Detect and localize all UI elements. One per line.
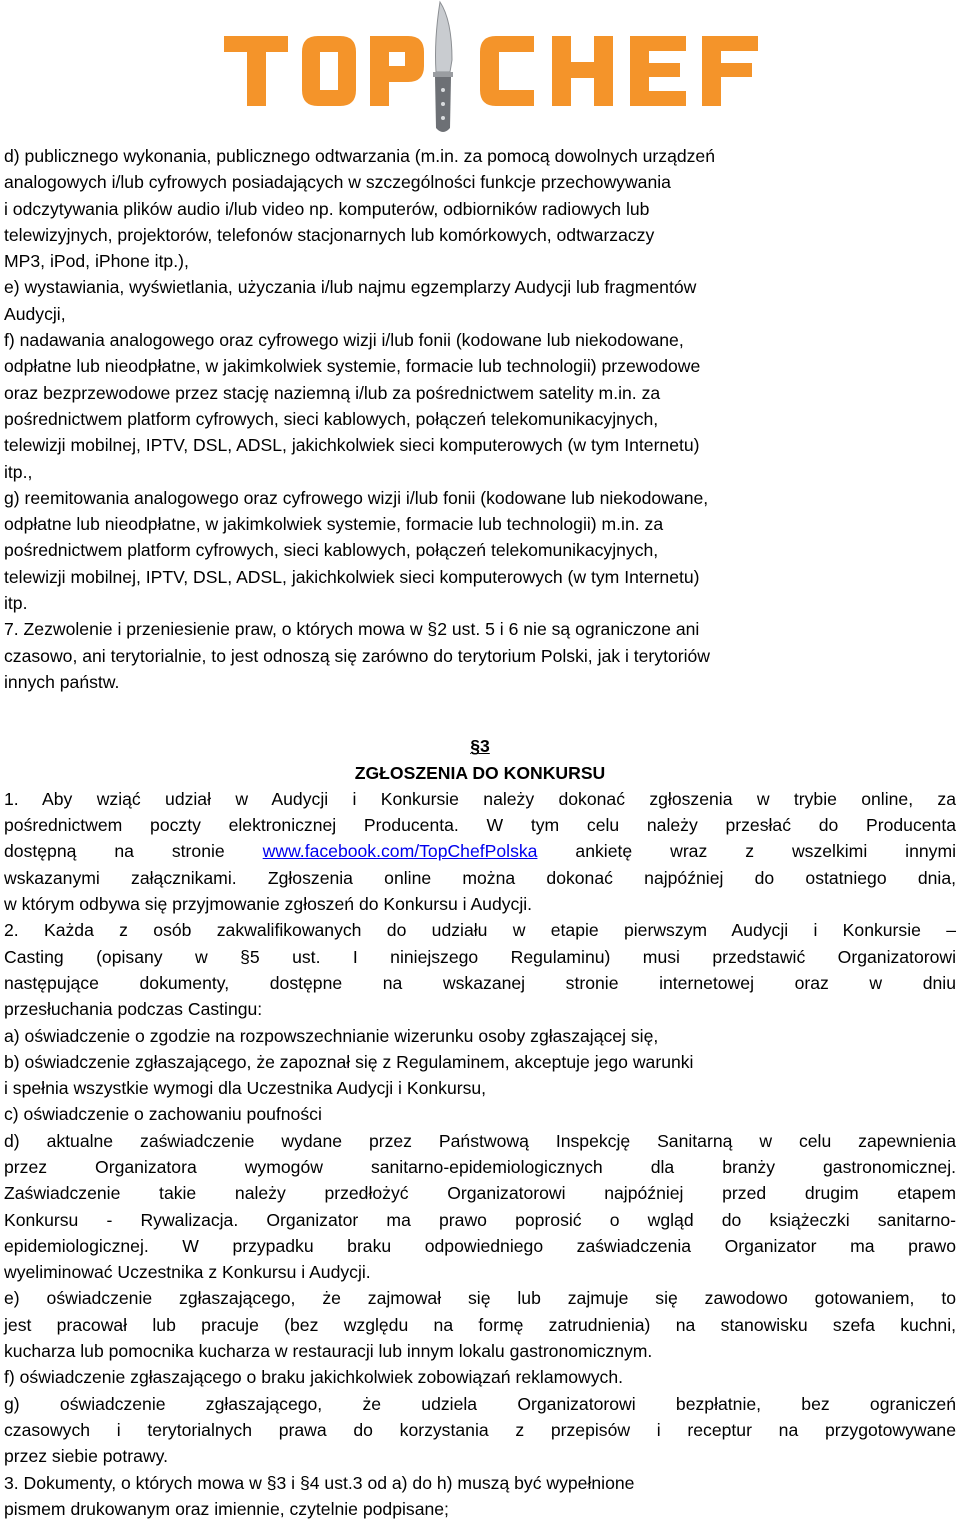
text-line: 2. Każda z osób zakwalifikowanych do udziału w etapie pierwszym Audycji i Konkursie – <box>4 920 956 941</box>
text-line: i odczytywania plików audio i/lub video np. komputerów, odbiorników radiowych lub <box>4 198 650 219</box>
knife-icon <box>433 2 453 132</box>
text-line: Audycji, <box>4 303 66 324</box>
text-line: przez siebie potrawy. <box>4 1446 168 1467</box>
text-line: czasowo, ani terytorialnie, to jest odnoszą się zarówno do terytorium Polski, jak i terytoriów <box>4 645 711 666</box>
text-line: dostępną na stronie www.facebook.com/TopChefPolska ankietę wraz z wszelkimi innymi <box>4 841 957 862</box>
text-line: wyeliminować Uczestnika z Konkursu i Audycji. <box>4 1262 371 1283</box>
facebook-link[interactable]: www.facebook.com/TopChefPolska <box>262 841 538 862</box>
text-line: telewizji mobilnej, IPTV, DSL, ADSL, jakichkolwiek sieci komputerowych (w tym Internetu) <box>4 566 700 587</box>
text-line: 3. Dokumenty, o których mowa w §3 i §4 ust.3 od a) do h) muszą być wypełnione <box>4 1472 635 1493</box>
text-line: kucharza lub pomocnika kucharza w restauracji lub innym lokalu gastronomicznym. <box>4 1341 653 1362</box>
section-title: ZGŁOSZENIA DO KONKURSU <box>354 762 606 783</box>
text-line: jest pracował lub pracuje (bez względu na formę zatrudnienia) na stanowisku szefa kuchni, <box>4 1314 956 1335</box>
text-line: 1. Aby wziąć udział w Audycji i Konkursie należy dokonać zgłoszenia w trybie online, za <box>4 788 956 809</box>
text-line: f) nadawania analogowego oraz cyfrowego wizji i/lub fonii (kodowane lub niekodowane, <box>4 330 684 351</box>
text-line: analogowych i/lub cyfrowych posiadających w szczególności funkcje przechowywania <box>4 172 671 193</box>
text-line: d) publicznego wykonania, publicznego odtwarzania (m.in. za pomocą dowolnych urządzeń <box>4 146 716 166</box>
text-line: MP3, iPod, iPhone itp.), <box>4 251 189 272</box>
text-line: 7. Zezwolenie i przeniesienie praw, o których mowa w §2 ust. 5 i 6 nie są ograniczone ani <box>4 619 700 640</box>
text-line: f) oświadczenie zgłaszającego o braku jakichkolwiek zobowiązań reklamowych. <box>4 1367 624 1388</box>
text-line: pośrednictwem platform cyfrowych, sieci kablowych, połączeń telekomunikacyjnych, <box>4 408 659 429</box>
text-line: itp. <box>4 593 28 614</box>
text-line: w którym odbywa się przyjmowanie zgłoszeń do Konkursu i Audycji. <box>4 894 533 915</box>
text-line: Zaświadczenie takie należy przedłożyć Organizatorowi najpóźniej przed drugim etapem <box>4 1183 956 1204</box>
text-line: pismem drukowanym oraz imiennie, czytelnie podpisane; <box>4 1498 449 1519</box>
text-line: pośrednictwem platform cyfrowych, sieci kablowych, połączeń telekomunikacyjnych, <box>4 540 659 561</box>
text-line: innych państw. <box>4 671 120 692</box>
top-chef-logo <box>0 0 960 140</box>
document-body <box>4 143 956 1522</box>
text-line: epidemiologicznej. W przypadku braku odpowiedniego zaświadczenia Organizator ma prawo <box>4 1235 956 1256</box>
text-line: pośrednictwem poczty elektronicznej Producenta. W tym celu należy przesłać do Producenta <box>4 815 956 836</box>
text-line: przez Organizatora wymogów sanitarno-epidemiologicznych dla branży gastronomicznej. <box>4 1156 956 1177</box>
text-line: Casting (opisany w §5 ust. I niniejszego Regulaminu) musi przedstawić Organizatorowi <box>4 946 956 967</box>
text-line: wskazanymi załącznikami. Zgłoszenia online można dokonać najpóźniej do ostatniego dnia, <box>4 867 956 888</box>
text-line: a) oświadczenie o zgodzie na rozpowszechnianie wizerunku osoby zgłaszającej się, <box>4 1025 659 1046</box>
text-line: itp., <box>4 461 33 482</box>
text-line: d) aktualne zaświadczenie wydane przez Państwową Inspekcję Sanitarną w celu zapewnienia <box>4 1130 956 1151</box>
text-line: c) oświadczenie o zachowaniu poufności <box>4 1104 322 1125</box>
text-line: g) oświadczenie zgłaszającego, że udziela Organizatorowi bezpłatnie, bez ograniczeń <box>4 1393 956 1414</box>
text-line: oraz bezprzewodowe przez stację naziemną i/lub za pośrednictwem satelity m.in. za <box>4 382 661 403</box>
text-line: telewizyjnych, projektorów, telefonów stacjonarnych lub komórkowych, odtwarzaczy <box>4 224 655 245</box>
text-line: czasowych i terytorialnych prawa do korzystania z przepisów i receptur na przygotowywane <box>4 1419 956 1440</box>
text-line: następujące dokumenty, dostępne na wskazanej stronie internetowej oraz w dniu <box>4 972 956 993</box>
text-line: e) oświadczenie zgłaszającego, że zajmował się lub zajmuje się zawodowo gotowaniem, to <box>4 1288 956 1309</box>
text-line: i spełnia wszystkie wymogi dla Uczestnika Audycji i Konkursu, <box>4 1078 487 1099</box>
text-line: odpłatne lub nieodpłatne, w jakimkolwiek systemie, formacie lub technologii) m.in. za <box>4 514 664 535</box>
text-line: odpłatne lub nieodpłatne, w jakimkolwiek systemie, formacie lub technologii) przewodowe <box>4 356 701 377</box>
text-line: Konkursu - Rywalizacja. Organizator ma prawo poprosić o wgląd do książeczki sanitarno- <box>4 1209 956 1230</box>
text-line: b) oświadczenie zgłaszającego, że zapoznał się z Regulaminem, akceptuje jego warunki <box>4 1051 694 1072</box>
text-line: przesłuchania podczas Castingu: <box>4 999 263 1020</box>
text-line: g) reemitowania analogowego oraz cyfrowego wizji i/lub fonii (kodowane lub niekodowane, <box>4 487 709 508</box>
section-number: §3 <box>470 736 490 757</box>
text-line: e) wystawiania, wyświetlania, użyczania i/lub najmu egzemplarzy Audycji lub fragmentów <box>4 277 697 298</box>
text-line: telewizji mobilnej, IPTV, DSL, ADSL, jakichkolwiek sieci komputerowych (w tym Internetu) <box>4 435 700 456</box>
